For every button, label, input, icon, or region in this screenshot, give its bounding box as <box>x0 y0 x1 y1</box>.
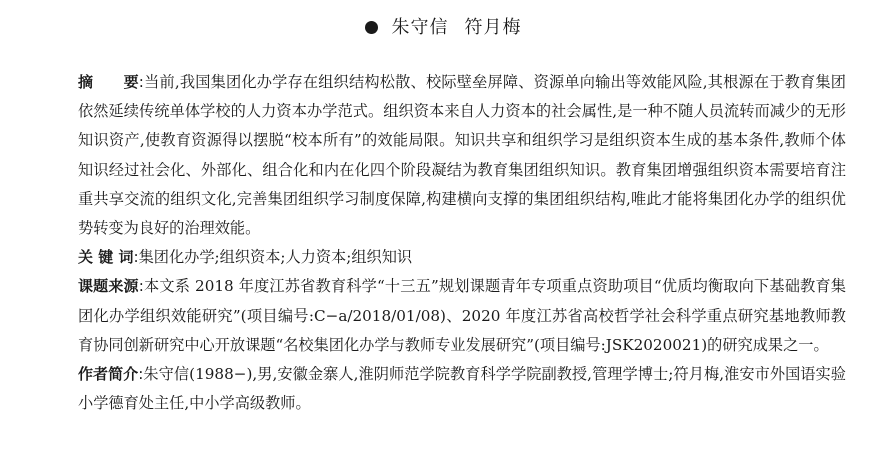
funding-paragraph: 课题来源:本文系 2018 年度江苏省教育科学“十三五”规划课题青年专项重点资助项目“优质均衡取向下基础教育集团化办学组织效能研究”(项目编号:C−a/2018/01/08)、2020 年度江苏省高校哲学社会科学重点研究基地教师教育协同创新研究中心开放课题“名校集团化办学与教师专业发展研究”(项目编号:JSK2020021)的研究成果之一。 <box>78 277 846 354</box>
funding-text: 本文系 2018 年度江苏省教育科学“十三五”规划课题青年专项重点资助项目“优质均衡取向下基础教育集团化办学组织效能研究”(项目编号:C−a/2018/01/08)、2020 年度江苏省高校哲学社会科学重点研究基地教师教育协同创新研究中心开放课题“名校集团化办学与教师专业发展研究”(项目编号:JSK2020021)的研究成果之一。 <box>78 277 846 354</box>
funding-label: 课题来源 <box>78 277 139 296</box>
bullet-dot-icon <box>365 21 378 34</box>
keywords-label: 关 键 词 <box>78 248 134 267</box>
keywords-paragraph: 关 键 词:集团化办学;组织资本;人力资本;组织知识 <box>78 248 413 267</box>
author-info-text: 朱守信(1988−),男,安徽金寨人,淮阴师范学院教育科学学院副教授,管理学博士;符月梅,淮安市外国语实验小学德育处主任,中小学高级教师。 <box>78 365 846 413</box>
author-byline <box>40 0 846 40</box>
author-name-2: 符月梅 <box>464 17 522 38</box>
author-info-label: 作者简介 <box>78 365 139 384</box>
abstract-block <box>40 68 846 418</box>
abstract-text: 当前,我国集团化办学存在组织结构松散、校际壁垒屏障、资源单向输出等效能风险,其根源在于教育集团依然延续传统单体学校的人力资本办学范式。组织资本来自人力资本的社会属性,是一种不随人员流转而减少的无形知识资产,使教育资源得以摆脱“校本所有”的效能局限。知识共享和组织学习是组织资本生成的基本条件,教师个体知识经过社会化、外部化、组合化和内在化四个阶段凝结为教育集团组织知识。教育集团增强组织资本需要培育注重共享交流的组织文化,完善集团组织学习制度保障,构建横向支撑的集团组织结构,唯此才能将集团化办学的组织优势转变为良好的治理效能。 <box>78 73 846 238</box>
author-name-1: 朱守信 <box>391 17 449 38</box>
keywords-text: 集团化办学;组织资本;人力资本;组织知识 <box>138 248 413 267</box>
author-info-paragraph: 作者简介:朱守信(1988−),男,安徽金寨人,淮阴师范学院教育科学学院副教授,管理学博士;符月梅,淮安市外国语实验小学德育处主任,中小学高级教师。 <box>78 365 846 413</box>
abstract-label: 摘 要 <box>78 73 139 91</box>
abstract-paragraph: 摘 要:当前,我国集团化办学存在组织结构松散、校际壁垒屏障、资源单向输出等效能风险,其根源在于教育集团依然延续传统单体学校的人力资本办学范式。组织资本来自人力资本的社会属性,是一种不随人员流转而减少的无形知识资产,使教育资源得以摆脱“校本所有”的效能局限。知识共享和组织学习是组织资本生成的基本条件,教师个体知识经过社会化、外部化、组合化和内在化四个阶段凝结为教育集团组织知识。教育集团增强组织资本需要培育注重共享交流的组织文化,完善集团组织学习制度保障,构建横向支撑的集团组织结构,唯此才能将集团化办学的组织优势转变为良好的治理效能。 <box>78 73 846 238</box>
